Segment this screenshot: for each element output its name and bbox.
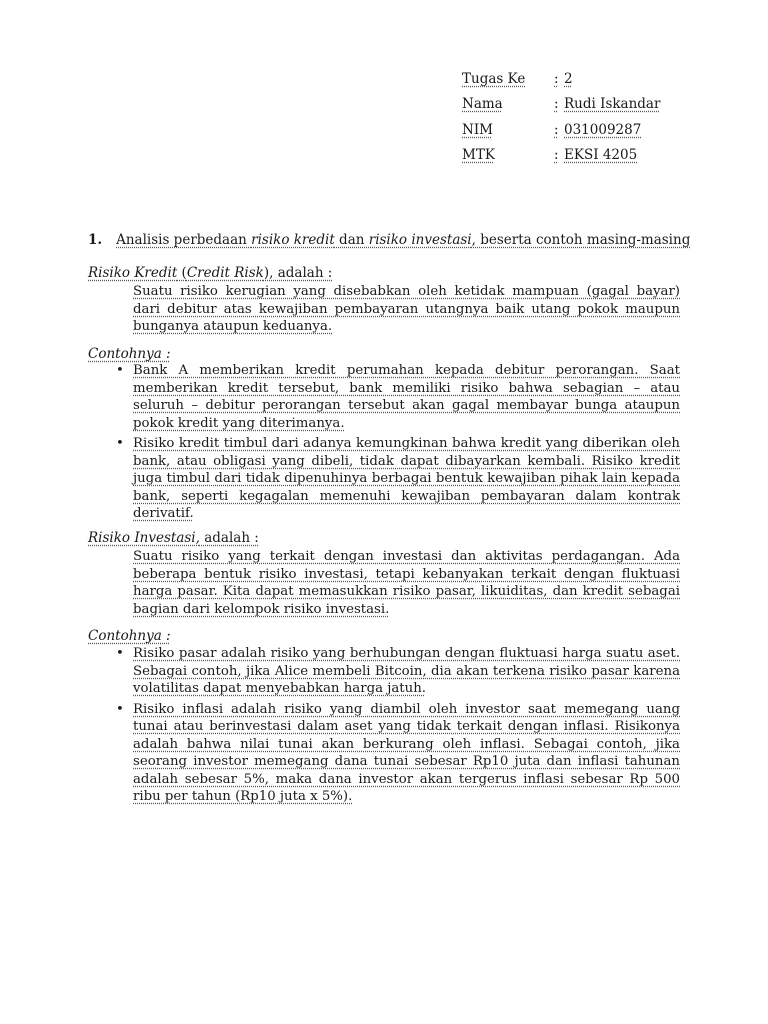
question-number: 1.	[88, 232, 103, 248]
example-text: Risiko pasar adalah risiko yang berhubungan dengan fluktuasi harga suatu aset. Sebagai contoh, jika Alice membeli Bitcoin, dia akan terkena risiko pasar karena volatilitas dapat menyebabkan harga jatuh.	[133, 646, 680, 696]
bullet-icon: •	[116, 701, 124, 717]
header-separator: :	[554, 70, 559, 87]
header-value: 2	[564, 70, 573, 87]
definition-kredit: Suatu risiko kerugian yang disebabkan oleh ketidak mampuan (gagal bayar) dari debitur atas kewajiban pembayaran utangnya baik utang pokok maupun bunganya ataupun keduanya.	[133, 284, 680, 334]
question-text-part: dan	[334, 232, 369, 248]
definition-investasi: Suatu risiko yang terkait dengan investasi dan aktivitas perdagangan. Ada beberapa bentuk risiko investasi, tetapi kebanyakan terkait dengan fluktuasi harga pasar. Kita dapat memasukkan risiko pasar, likuiditas, dan kredit sebagai bagian dari kelompok risiko investasi.	[133, 549, 680, 617]
section-title-investasi	[88, 530, 259, 546]
example-text: Risiko inflasi adalah risiko yang diambil oleh investor saat memegang uang tunai atau berinvestasi dalam aset yang tidak terkait dengan inflasi. Risikonya adalah bahwa nilai tunai akan berkurang oleh inflasi. Sebagai contoh, jika seorang investor memegang dana tunai sebesar Rp10 juta dan inflasi tahunan adalah sebesar 5%, maka dana investor akan tergerus inflasi sebesar Rp 500 ribu per tahun (Rp10 juta x 5%).	[133, 701, 680, 804]
header-value: Rudi Iskandar	[564, 96, 661, 113]
header-value: 031009287	[564, 121, 642, 138]
header-label: Nama	[462, 96, 503, 113]
list-item	[116, 645, 680, 698]
header-row-tugas	[462, 66, 660, 92]
title-part: Credit Risk	[186, 265, 264, 281]
contoh-label-investasi: Contohnya :	[88, 628, 171, 644]
header-label: MTK	[462, 147, 495, 164]
header-label: Tugas Ke	[462, 70, 526, 87]
header-row-nama	[462, 92, 660, 118]
bullet-icon: •	[116, 436, 124, 451]
title-part: adalah :	[199, 530, 259, 546]
section-title-kredit	[88, 265, 332, 281]
bullet-icon: •	[116, 646, 124, 661]
header-row-nim	[462, 117, 660, 143]
header-label: NIM	[462, 121, 493, 138]
list-item	[116, 435, 680, 523]
title-part: (	[177, 265, 187, 281]
title-part: Risiko Kredit	[88, 265, 178, 281]
header-separator: :	[554, 147, 559, 164]
title-part: ), adalah :	[263, 265, 333, 281]
title-part: Risiko Investasi,	[88, 530, 200, 546]
question-term-kredit: risiko kredit	[251, 232, 335, 248]
student-info-header	[462, 66, 660, 168]
question-heading	[88, 232, 690, 248]
question-term-investasi: risiko investasi	[368, 232, 472, 248]
header-separator: :	[554, 121, 559, 138]
question-text-part: , beserta contoh masing-masing	[471, 232, 691, 248]
example-text: Bank A memberikan kredit perumahan kepada debitur perorangan. Saat memberikan kredit tersebut, bank memiliki risiko bahwa sebagian – atau seluruh – debitur perorangan tersebut akan gagal membayar bunga ataupun pokok kredit yang diterimanya.	[133, 363, 680, 431]
header-row-mtk	[462, 143, 660, 169]
example-text: Risiko kredit timbul dari adanya kemungkinan bahwa kredit yang diberikan oleh bank, atau obligasi yang dibeli, tidak dapat dibayarkan kembali. Risiko kredit juga timbul dari tidak dipenuhinya berbagai bentuk kewajiban pihak lain kepada bank, seperti kegagalan memenuhi kewajiban pembayaran dalam kontrak derivatif.	[133, 436, 680, 521]
example-list-investasi	[116, 645, 680, 809]
header-value: EKSI 4205	[564, 147, 638, 164]
question-text	[116, 232, 690, 248]
example-list-kredit	[116, 362, 680, 526]
contoh-label-kredit: Contohnya :	[88, 346, 171, 362]
bullet-icon: •	[116, 363, 124, 378]
list-item	[116, 701, 680, 806]
list-item	[116, 362, 680, 432]
header-separator: :	[554, 96, 559, 113]
question-text-part: Analisis perbedaan	[116, 232, 252, 248]
